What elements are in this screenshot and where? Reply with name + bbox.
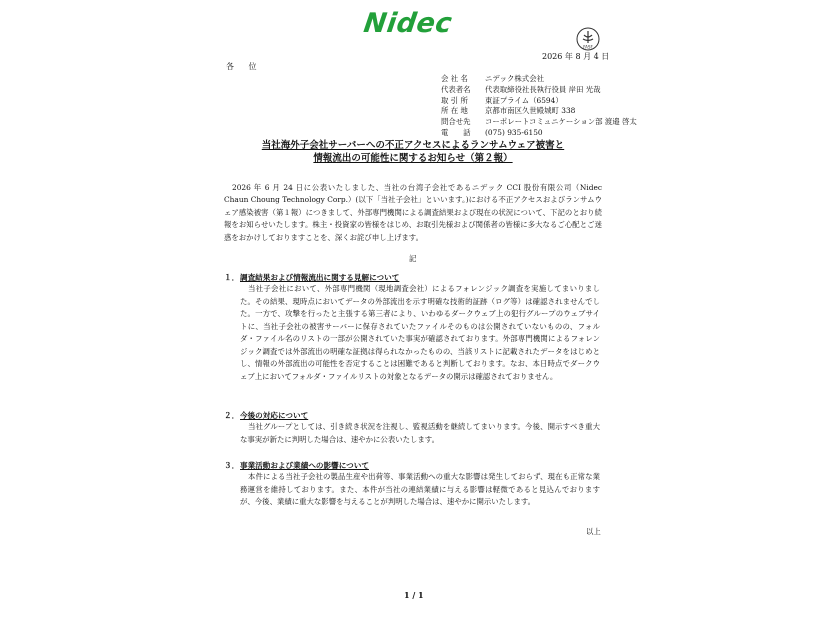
- section-heading: [224, 272, 600, 283]
- section-body: 当社子会社において、外部専門機関（現地調査会社）によるフォレンジック調査を実施してまいりました。その結果、現時点においてデータの外部流出を示す明確な技術的証跡（ログ等）は確認されませんでした。一方で、攻撃を行ったと主張する第三者により、いわゆるダークウェブ上の犯行グループのウェブサイトに、当社子会社の被害サーバーに保存されていたファイルそのものは公開されていないものの、フォルダ・ファイル名のリストの一部が公開されていた事実が確認されております。外部専門機関によるフォレンジック調査では外部流出の明確な証拠は得られなかったものの、当該リストに記載されたデータをはじめとし、情報の外部流出の可能性を否定することは困難であると判断しております。なお、本日時点でダークウェブ上においてフォルダ・ファイルリストの対象となるデータの開示は確認されておりません。: [240, 284, 600, 381]
- company-row: [441, 117, 637, 128]
- company-label: 取 引 所: [441, 95, 468, 105]
- section-body: 本件による当社子会社の製品生産や出荷等、事業活動への重大な影響は発生しておらず、現在も正常な業務運営を維持しております。また、本件が当社の連結業績に与える影響は軽微であると見込んでおりますが、今後、業績に重大な影響を与えることが判明した場合は、速やかに開示いたします。: [240, 472, 600, 506]
- section-title: 調査結果および情報流出に関する見解について: [240, 273, 400, 282]
- closing-mark: 以上: [586, 527, 601, 536]
- issue-date: 2026 年 8 月 4 日: [542, 52, 610, 61]
- title-line-2: 情報流出の可能性に関するお知らせ（第２報）: [313, 152, 513, 164]
- company-label: 所 在 地: [441, 106, 468, 116]
- company-row: [441, 106, 637, 117]
- section-title: 今後の対応について: [240, 411, 309, 420]
- section-1: [224, 272, 600, 383]
- company-row: [441, 74, 637, 85]
- company-row: [441, 96, 637, 107]
- nidec-logo: Nidec: [361, 8, 455, 39]
- page-indicator: 1 / 1: [404, 590, 424, 600]
- section-2: [224, 410, 600, 446]
- company-value: 東証プライム（6594）: [485, 95, 563, 105]
- company-label: 代表者名: [441, 84, 471, 94]
- intro-paragraph: 2026 年 6 月 24 日に公表いたしました、当社の台湾子会社であるニデック CCI 股份有限公司（Nidec Chaun Choung Technology Corp.）(以下「当社子会社」といいます。)における不正アクセスおよびランサムウェア感染被害（第１報）につきまして、外部専門機関による調査結果および現在の状況について、下記のとおり続報をお知らせいたします。株主・投資家の皆様をはじめ、お取引先様および関係者の皆様に多大なるご心配とご迷惑をおかけしておりますことを、深くお詫び申し上げます。: [224, 183, 602, 242]
- seal-caption: FASF: [583, 44, 593, 50]
- section-number: ２．: [224, 411, 240, 420]
- company-value: 代表取締役社長執行役員 岸田 光哉: [485, 84, 601, 94]
- company-row: [441, 85, 637, 96]
- addressee: 各 位: [226, 62, 263, 71]
- company-value: ニデック株式会社: [485, 74, 544, 83]
- section-3: [224, 460, 600, 509]
- section-title: 事業活動および業績への影響について: [240, 461, 369, 470]
- company-value: コーポレートコミュニケーション部 渡邉 啓太: [485, 117, 637, 127]
- company-label: 会 社 名: [441, 74, 468, 83]
- company-row: [441, 128, 637, 139]
- section-heading: [224, 410, 600, 421]
- section-heading: [224, 460, 600, 471]
- company-info: [441, 74, 637, 139]
- company-value: (075) 935-6150: [485, 127, 543, 137]
- company-label: 問合せ先: [441, 117, 471, 127]
- section-number: １．: [224, 273, 240, 282]
- section-number: ３．: [224, 461, 240, 470]
- company-label: 電 話: [441, 127, 471, 137]
- company-value: 京都市南区久世殿城町 338: [485, 106, 576, 116]
- document-title: [212, 140, 614, 165]
- section-body: 当社グループとしては、引き続き状況を注視し、監視活動を継続してまいります。今後、開示すべき重大な事実が新たに判明した場合は、速やかに公表いたします。: [240, 422, 600, 444]
- title-line-1: 当社海外子会社サーバーへの不正アクセスによるランサムウェア被害と: [261, 140, 565, 151]
- fasf-seal-icon: [576, 27, 600, 51]
- ki-marker: 記: [409, 254, 417, 263]
